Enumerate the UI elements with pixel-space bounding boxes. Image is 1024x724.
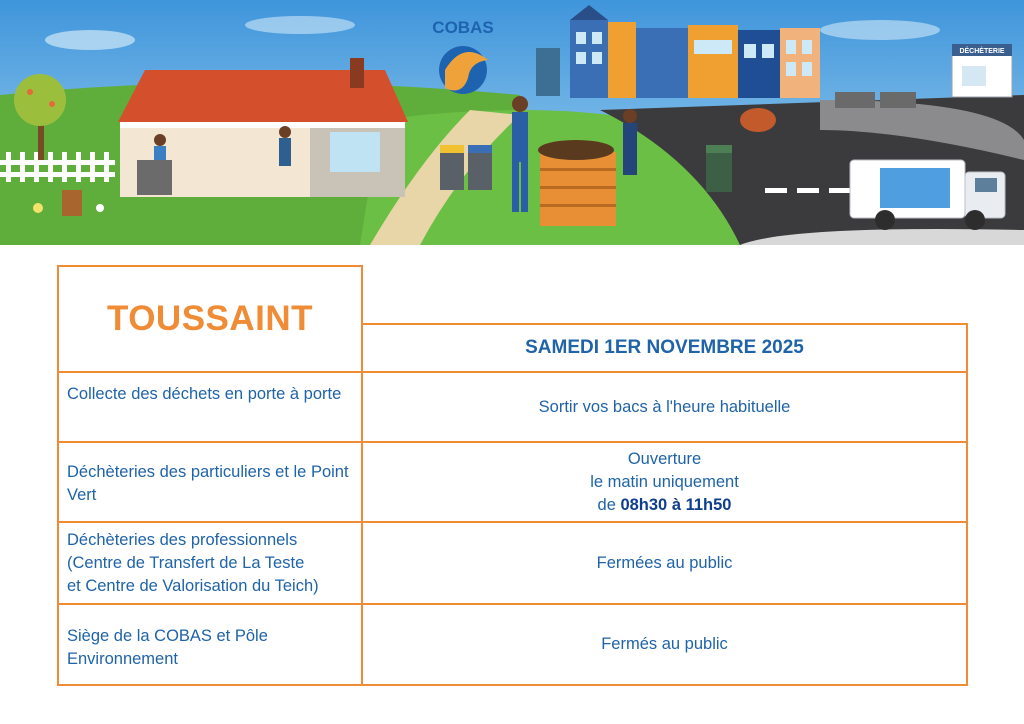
- row-value-door-collection: [361, 371, 968, 443]
- row-value-professional-recycling: [361, 521, 968, 605]
- row-label-professional-recycling: [57, 521, 363, 605]
- row-value-headquarters: [361, 603, 968, 686]
- row-label-headquarters: Siège de la COBAS et Pôle Environnement: [57, 603, 363, 686]
- opening-hours: 08h30 à 11h50: [620, 495, 732, 514]
- label-line: Déchèteries des professionnels: [67, 531, 298, 549]
- cobas-logo-text: COBAS: [432, 18, 494, 37]
- hours-prefix: de: [597, 495, 621, 514]
- holiday-date: SAMEDI 1ER NOVEMBRE 2025: [361, 323, 968, 373]
- row-value-text: Fermés au public: [601, 635, 728, 653]
- label-line: (Centre de Transfert de La Teste: [67, 554, 305, 572]
- label-line: et Centre de Valorisation du Teich): [67, 577, 319, 595]
- dechetterie-sign: DÉCHÈTERIE: [959, 48, 1005, 55]
- row-value-text: Sortir vos bacs à l'heure habituelle: [538, 397, 791, 416]
- row-label-door-collection: Collecte des déchets en porte à porte: [57, 371, 363, 443]
- morning-only-text: le matin uniquement: [590, 472, 739, 491]
- row-value-text: Fermées au public: [596, 553, 733, 572]
- opening-text: Ouverture: [627, 449, 702, 468]
- opening-hours-line: [598, 494, 732, 517]
- row-value-private-recycling: [361, 441, 968, 523]
- holiday-title: TOUSSAINT: [57, 265, 363, 373]
- row-label-private-recycling: Déchèteries des particuliers et le Point Vert: [57, 441, 363, 523]
